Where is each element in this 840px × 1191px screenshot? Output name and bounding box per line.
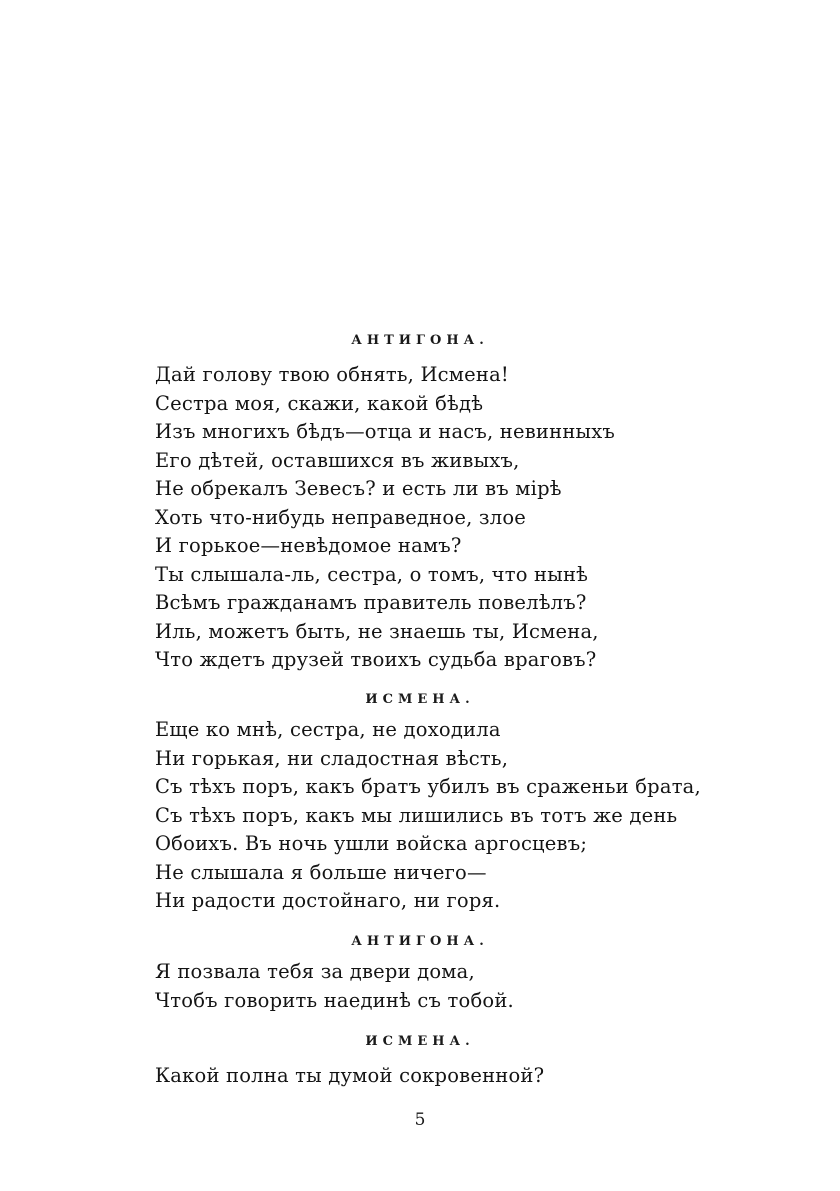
- verse-line: Еще ко мнѣ, сестра, не доходила: [155, 718, 501, 741]
- speaker-heading: АНТИГОНА.: [351, 934, 489, 949]
- verse-line: Ни горькая, ни сладостная вѣсть,: [155, 746, 509, 770]
- speaker-heading: АНТИГОНА.: [351, 333, 489, 348]
- verse-line: Не слышала я больше ничего—: [155, 860, 487, 884]
- verse-line: Изъ многихъ бѣдъ—отца и насъ, невинныхъ: [155, 420, 616, 443]
- page-number: 5: [414, 1110, 426, 1130]
- verse-line: Его дѣтей, оставшихся въ живыхъ,: [155, 448, 520, 472]
- speaker-heading: ИСМЕНА.: [365, 1034, 475, 1049]
- verse-line: Всѣмъ гражданамъ правитель повелѣлъ?: [155, 591, 587, 614]
- verse-line: Я позвала тебя за двери дома,: [155, 960, 475, 983]
- speaker-heading: ИСМЕНА.: [365, 692, 475, 707]
- verse-line: Съ тѣхъ поръ, какъ братъ убилъ въ сраженьи брата,: [155, 775, 701, 798]
- verse-line: Обоихъ. Въ ночь ушли войска аргосцевъ;: [155, 832, 588, 855]
- verse-block: [155, 716, 755, 916]
- verse-line: Что ждетъ друзей твоихъ судьба враговъ?: [155, 648, 597, 671]
- verse-line: Дай голову твою обнять, Исмена!: [155, 363, 509, 386]
- verse-line: Какой полна ты думой сокровенной?: [155, 1064, 545, 1087]
- verse-line: Съ тѣхъ поръ, какъ мы лишились въ тотъ же день: [155, 803, 678, 827]
- verse-line: Сестра моя, скажи, какой бѣдѣ: [155, 391, 484, 415]
- verse-block: [155, 1062, 755, 1091]
- verse-line: Чтобъ говорить наединѣ съ тобой.: [155, 988, 514, 1012]
- verse-line: Ни радости достойнаго, ни горя.: [155, 889, 501, 912]
- verse-line: Иль, можетъ быть, не знаешь ты, Исмена,: [155, 619, 599, 643]
- verse-line: И горькое—невѣдомое намъ?: [155, 534, 462, 557]
- verse-block: [155, 958, 755, 1015]
- verse-line: Ты слышала-ль, сестра, о томъ, что нынѣ: [155, 562, 589, 586]
- verse-line: Не обрекалъ Зевесъ? и есть ли въ мірѣ: [155, 477, 562, 500]
- verse-line: Хоть что-нибудь неправедное, злое: [155, 505, 527, 529]
- verse-block: [155, 361, 755, 675]
